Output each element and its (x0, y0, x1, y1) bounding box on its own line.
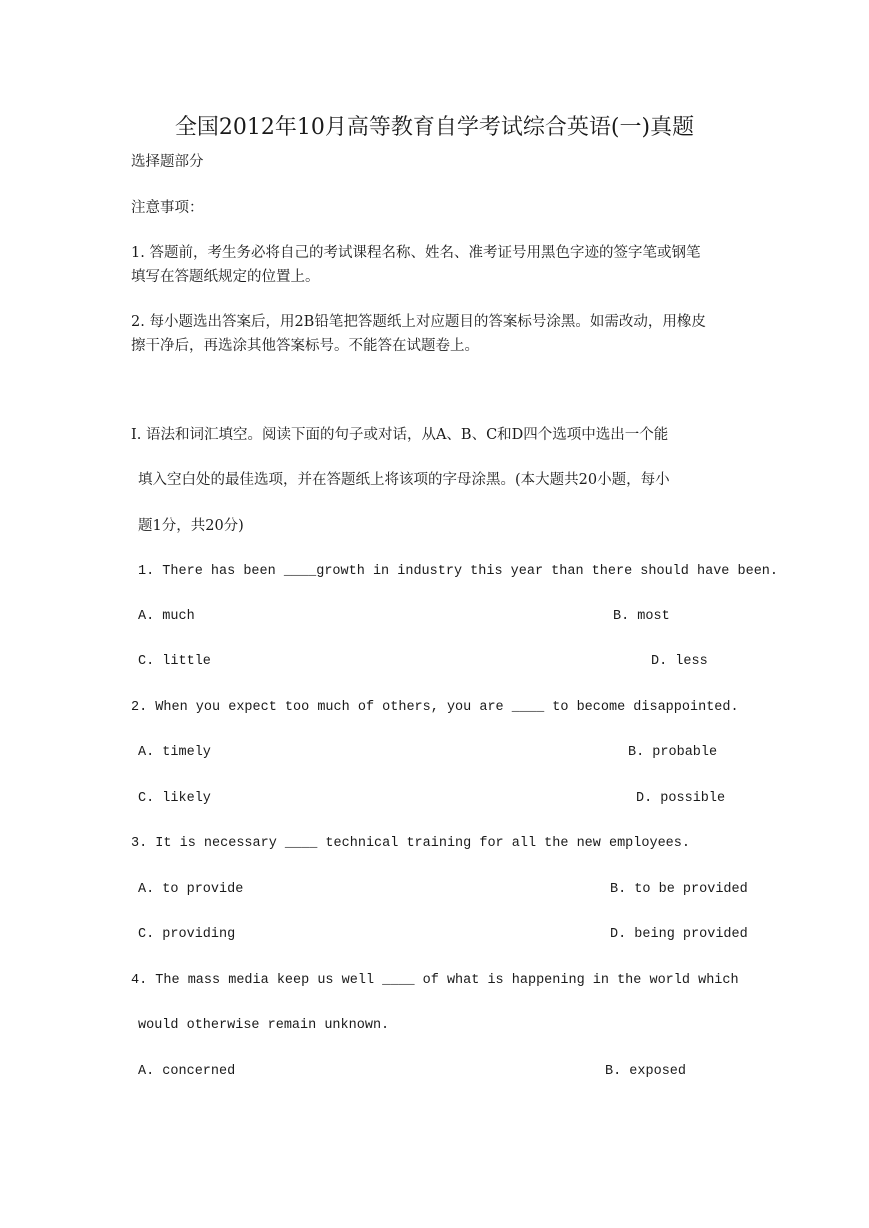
question-2-stem: 2. When you expect too much of others, you are ____ to become disappointed. (131, 700, 739, 715)
note-2-line-2: 擦干净后，再选涂其他答案标号。不能答在试题卷上。 (131, 338, 479, 354)
part-one-instruction-line-3: 题1分，共20分) (138, 518, 244, 534)
section-label: 选择题部分 (131, 154, 204, 170)
question-1-option-b: B. most (613, 609, 670, 624)
question-1-option-a: A. much (138, 609, 195, 624)
question-1-option-c: C. little (138, 654, 211, 669)
question-3-option-b: B. to be provided (610, 882, 748, 897)
question-4-option-b: B. exposed (605, 1064, 687, 1079)
question-1-stem: 1. There has been ____growth in industry this year than there should have been. (138, 564, 779, 579)
question-3-option-c: C. providing (138, 927, 236, 942)
question-2-option-d: D. possible (636, 791, 726, 806)
question-1-option-d: D. less (651, 654, 708, 669)
page-title: 全国2012年10月高等教育自学考试综合英语(一)真题 (174, 115, 695, 140)
notes-heading: 注意事项： (131, 200, 204, 216)
question-3-stem: 3. It is necessary ____ technical training for all the new employees. (131, 836, 690, 851)
part-one-instruction-line-2: 填入空白处的最佳选项，并在答题纸上将该项的字母涂黑。(本大题共20小题，每小 (138, 472, 670, 488)
question-2-option-b: B. probable (628, 745, 718, 760)
part-one-instruction-line-1: I. 语法和词汇填空。阅读下面的句子或对话，从A、B、C和D四个选项中选出一个能 (131, 427, 669, 443)
question-3-option-a: A. to provide (138, 882, 244, 897)
question-2-option-c: C. likely (138, 791, 211, 806)
note-1-line-1: 1. 答题前，考生务必将自己的考试课程名称、姓名、准考证号用黑色字迹的签字笔或钢笔 (131, 245, 701, 261)
question-4-stem-line-1: 4. The mass media keep us well ____ of what is happening in the world which (131, 973, 739, 988)
question-2-option-a: A. timely (138, 745, 211, 760)
note-2-line-1: 2. 每小题选出答案后，用2B铅笔把答题纸上对应题目的答案标号涂黑。如需改动，用橡皮 (131, 314, 706, 330)
note-1-line-2: 填写在答题纸规定的位置上。 (131, 269, 320, 285)
question-3-option-d: D. being provided (610, 927, 748, 942)
question-4-stem-line-2: would otherwise remain unknown. (138, 1018, 390, 1033)
question-4-option-a: A. concerned (138, 1064, 236, 1079)
